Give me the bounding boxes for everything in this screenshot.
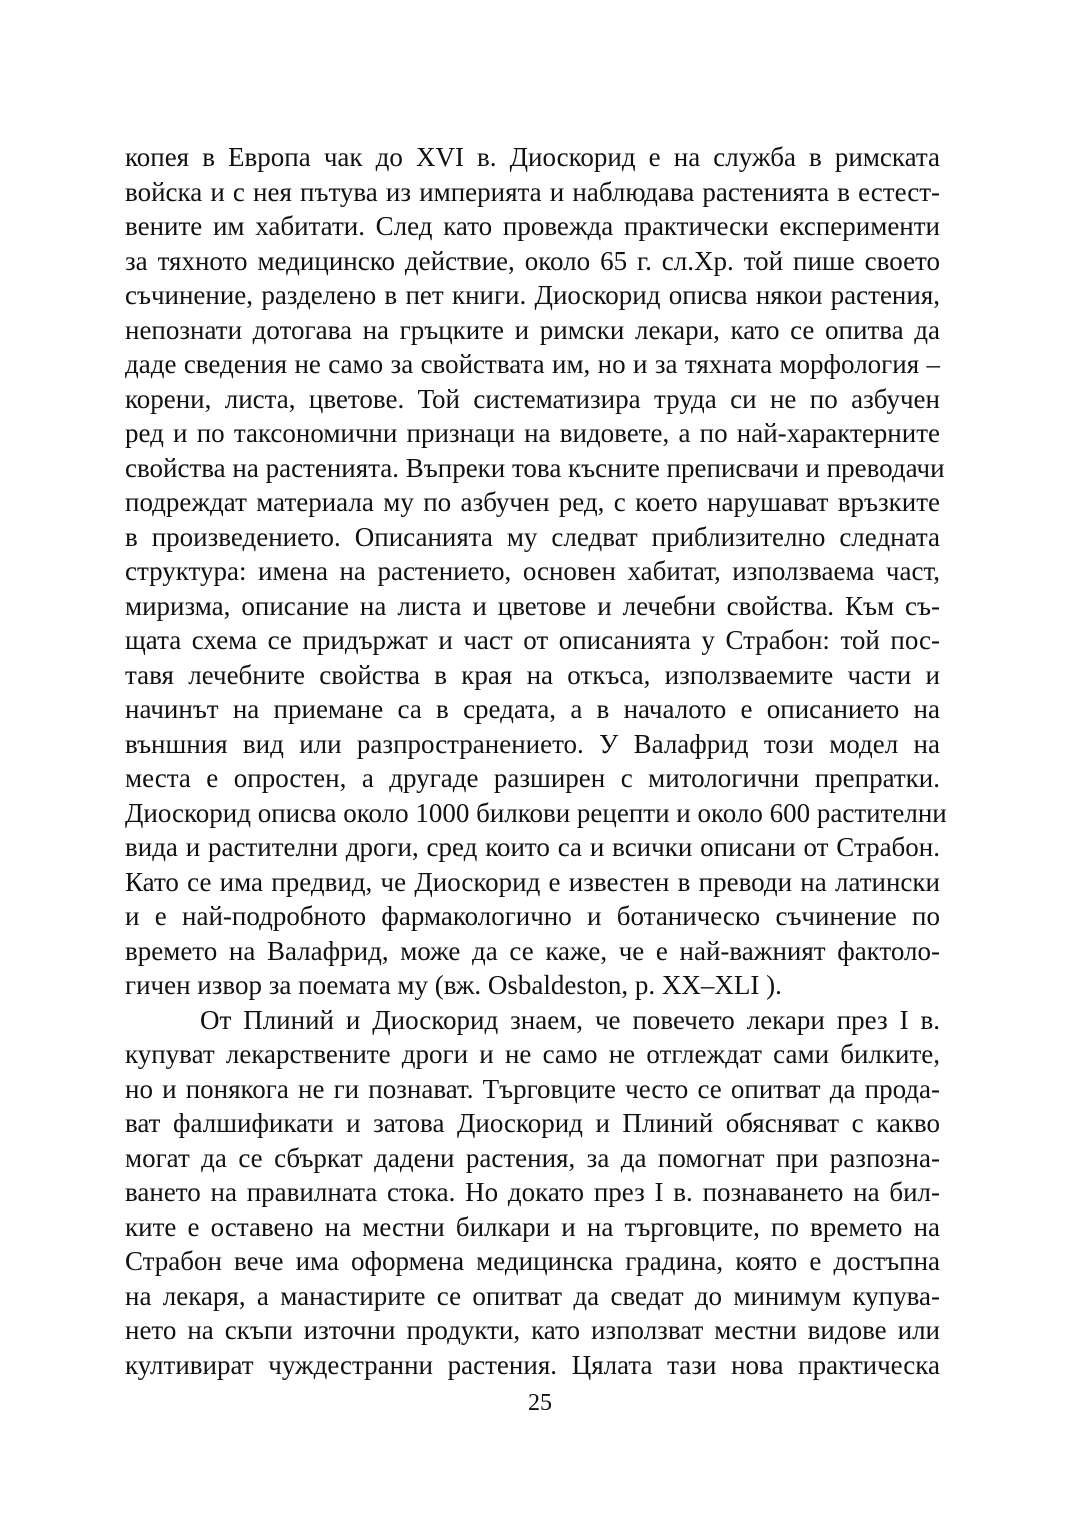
text-line: нето на скъпи източни продукти, като използват местни видове или [125,1315,940,1345]
text-line: външния вид или разпространението. У Валафрид този модел на [125,728,940,759]
text-line: купуват лекарствените дроги и не само не отглеждат сами билките, [125,1039,940,1069]
paragraph-2 [125,1003,940,1383]
page-body [125,140,947,1382]
text-line: ред и по таксономични признаци на видовете, а по най-характерните [125,418,940,448]
text-line: за тяхното медицинско действие, около 65 г. сл.Хр. той пише своето [125,245,940,276]
text-line: подреждат материала му по азбучен ред, с което нарушават връзките [125,487,940,517]
text-line: тавя лечебните свойства в края на откъса, използваемите части и [125,659,940,690]
text-line: копея в Европа чак до XVI в. Диоскорид е на служба в римската [125,142,940,172]
text-line: войска и с нея пътува из империята и наблюдава растенията в естест- [125,176,940,207]
text-line: непознати дотогава на гръцките и римски лекари, като се опитва да [125,314,940,345]
text-line: съчинение, разделено в пет книги. Диоскорид описва някои растения, [125,280,940,310]
text-line: култивират чуждестранни растения. Цялата тази нова практическа [125,1349,940,1380]
page-number: 25 [528,1390,552,1416]
text-line: Страбон вече има оформена медицинска градина, която е достъпна [125,1246,940,1276]
text-line: но и понякога не ги познават. Търговците често се опитват да прода- [125,1073,940,1104]
text-line: даде сведения не само за свойствата им, но и за тяхната морфология – [125,349,940,379]
text-line: вида и растителни дроги, сред които са и всички описани от Страбон. [125,832,940,862]
text-line: начинът на приемане са в средата, а в началото е описанието на [125,694,940,724]
text-line: щата схема се придържат и част от описанията у Страбон: той пос- [125,625,940,655]
text-line: времето на Валафрид, може да се каже, че е най-важният фактоло- [125,935,940,966]
text-line: ват фалшификати и затова Диоскорид и Плиний обясняват с какво [125,1108,940,1138]
text-line: в произведението. Описанията му следват приблизително следната [125,521,940,552]
text-line: миризма, описание на листа и цветове и лечебни свойства. Към съ- [125,590,940,621]
text-line: Като се има предвид, че Диоскорид е известен в преводи на латински [125,866,940,897]
text-line: свойства на растенията. Въпреки това късните преписвачи и преводачи [125,452,945,483]
text-line: вените им хабитати. След като провежда практически експерименти [125,211,940,241]
text-line: структура: имена на растението, основен хабитат, използваема част, [125,556,940,586]
text-line: ването на правилната стока. Но докато през I в. познаването на бил- [125,1177,940,1207]
text-line: на лекаря, а манастирите се опитват да сведат до минимум купува- [125,1280,940,1311]
text-line: и е най-подробното фармакологично и ботаническо съчинение по [125,901,940,931]
text-line: Диоскорид описва около 1000 билкови рецепти и около 600 растителни [125,797,947,828]
text-line: корени, листа, цветове. Той систематизира труда си не по азбучен [125,383,940,414]
text-line: места е опростен, а другаде разширен с митологични препратки. [125,763,940,793]
text-line: ките е оставено на местни билкари и на търговците, по времето на [125,1211,940,1242]
text-line: От Плиний и Диоскорид знаем, че повечето лекари през I в. [200,1004,940,1035]
text-line: могат да се сбъркат дадени растения, за да помогнат при разпозна- [125,1142,940,1173]
paragraph-1 [125,140,947,1003]
text-line: гичен извор за поемата му (вж. Osbaldeston, p. XX–XLI ). [125,970,782,1000]
